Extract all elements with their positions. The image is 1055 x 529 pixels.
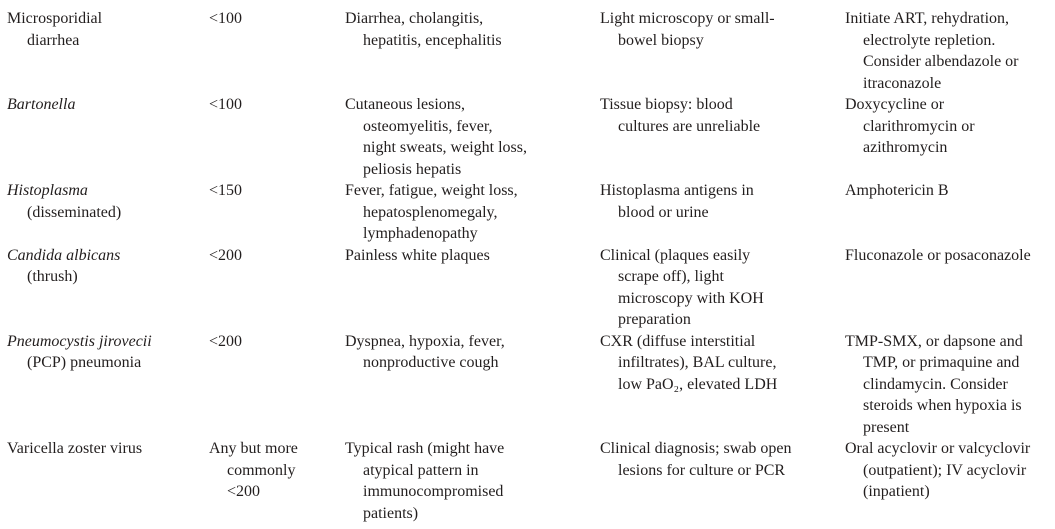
text-line: Fever, fatigue, weight loss, — [345, 182, 518, 199]
pathogen-subtitle: diarrhea — [27, 31, 80, 49]
text-line: hepatosplenomegaly, — [363, 203, 498, 221]
text-line: <200 — [209, 246, 243, 264]
pathogen-cell — [7, 180, 209, 223]
presentation-cell — [345, 331, 600, 374]
text-line: Typical rash (might have — [345, 440, 505, 457]
pathogen-name: Candida albicans — [7, 246, 121, 264]
treatment-cell — [845, 8, 1055, 94]
cd4-cell — [209, 331, 345, 353]
table-row — [7, 331, 1055, 439]
text-line: Amphotericin B — [845, 182, 949, 199]
text-line: Initiate ART, rehydration, — [845, 10, 1010, 27]
text-line: clindamycin. Consider — [863, 375, 1008, 393]
pathogen-name: Histoplasma — [7, 182, 88, 199]
text-line: patients) — [363, 504, 419, 522]
cd4-cell — [209, 94, 345, 116]
pathogen-name: Varicella zoster virus — [7, 440, 143, 457]
diagnosis-cell — [600, 438, 845, 481]
table-row — [7, 180, 1055, 245]
treatment-cell — [845, 180, 1055, 202]
text-line: Clinical (plaques easily — [600, 246, 751, 264]
text-line: hepatitis, encephalitis — [363, 31, 502, 49]
pathogen-cell — [7, 8, 209, 51]
text-line: cultures are unreliable — [618, 117, 761, 135]
text-line: Doxycycline or — [845, 96, 945, 113]
diagnosis-cell — [600, 245, 845, 331]
treatment-cell — [845, 245, 1055, 267]
text-line: CXR (diffuse interstitial — [600, 332, 756, 350]
pathogen-cell — [7, 438, 209, 460]
pathogen-name: Microsporidial — [7, 10, 103, 27]
table-row — [7, 438, 1055, 524]
treatment-cell — [845, 94, 1055, 159]
treatment-cell — [845, 331, 1055, 439]
text-line: blood or urine — [618, 203, 709, 221]
presentation-cell — [345, 245, 600, 267]
pathogen-cell — [7, 94, 209, 116]
text-line: Diarrhea, cholangitis, — [345, 10, 484, 27]
diagnosis-cell — [600, 331, 845, 396]
text-line: Consider albendazole or — [863, 53, 1019, 70]
text-line: Oral acyclovir or valcyclovir — [845, 440, 1031, 457]
cd4-cell — [209, 180, 345, 202]
cd4-cell — [209, 245, 345, 267]
text-line: Tissue biopsy: blood — [600, 96, 733, 113]
cd4-cell — [209, 438, 345, 503]
text-line: infiltrates), BAL culture, — [618, 354, 777, 371]
table-row — [7, 94, 1055, 180]
text-line: atypical pattern in — [363, 461, 479, 479]
text-line: osteomyelitis, fever, — [363, 117, 493, 135]
text-line: immunocompromised — [363, 483, 504, 500]
text-line: microscopy with KOH — [618, 289, 764, 307]
text-line: night sweats, weight loss, — [363, 139, 527, 156]
text-line: lesions for culture or PCR — [618, 461, 786, 479]
text-line: azithromycin — [863, 139, 948, 156]
pathogen-subtitle: (PCP) pneumonia — [27, 354, 142, 371]
table-row — [7, 245, 1055, 331]
text-line: Clinical diagnosis; swab open — [600, 440, 792, 457]
pathogen-subtitle: (disseminated) — [27, 203, 122, 221]
treatment-cell — [845, 438, 1055, 503]
text-line: Painless white plaques — [345, 246, 490, 264]
diagnosis-cell — [600, 94, 845, 137]
table-row — [7, 8, 1055, 94]
text-line: low PaO₂, elevated LDH — [618, 375, 778, 393]
pathogen-name: Pneumocystis jirovecii — [7, 332, 152, 350]
text-line: <100 — [209, 10, 243, 27]
presentation-cell — [345, 8, 600, 51]
text-line: (outpatient); IV acyclovir — [863, 461, 1027, 479]
pathogen-cell — [7, 245, 209, 288]
text-line: Histoplasma antigens in — [600, 182, 754, 199]
text-line: <200 — [227, 483, 261, 500]
presentation-cell — [345, 94, 600, 180]
diagnosis-cell — [600, 8, 845, 51]
text-line: steroids when hypoxia is — [863, 397, 1022, 414]
text-line: present — [863, 418, 910, 436]
text-line: clarithromycin or — [863, 117, 975, 135]
text-line: Dyspnea, hypoxia, fever, — [345, 332, 505, 350]
text-line: itraconazole — [863, 74, 942, 92]
text-line: <200 — [209, 332, 243, 350]
presentation-cell — [345, 438, 600, 524]
text-line: bowel biopsy — [618, 31, 704, 49]
pathogen-subtitle: (thrush) — [27, 268, 78, 285]
text-line: Any but more — [209, 440, 298, 457]
text-line: nonproductive cough — [363, 354, 499, 371]
text-line: electrolyte repletion. — [863, 31, 996, 49]
text-line: preparation — [618, 311, 691, 328]
diagnosis-cell — [600, 180, 845, 223]
text-line: lymphadenopathy — [363, 225, 478, 242]
text-line: Cutaneous lesions, — [345, 96, 465, 113]
pathogen-name: Bartonella — [7, 96, 76, 113]
text-line: <150 — [209, 182, 243, 199]
text-line: scrape off), light — [618, 268, 724, 285]
text-line: Fluconazole or posaconazole — [845, 246, 1031, 264]
text-line: commonly — [227, 461, 296, 479]
cd4-cell — [209, 8, 345, 30]
text-line: TMP, or primaquine and — [863, 354, 1020, 371]
presentation-cell — [345, 180, 600, 245]
text-line: peliosis hepatis — [363, 160, 462, 178]
text-line: Light microscopy or small- — [600, 10, 775, 27]
pathogen-cell — [7, 331, 209, 374]
text-line: (inpatient) — [863, 483, 930, 500]
text-line: <100 — [209, 96, 243, 113]
text-line: TMP-SMX, or dapsone and — [845, 332, 1023, 350]
